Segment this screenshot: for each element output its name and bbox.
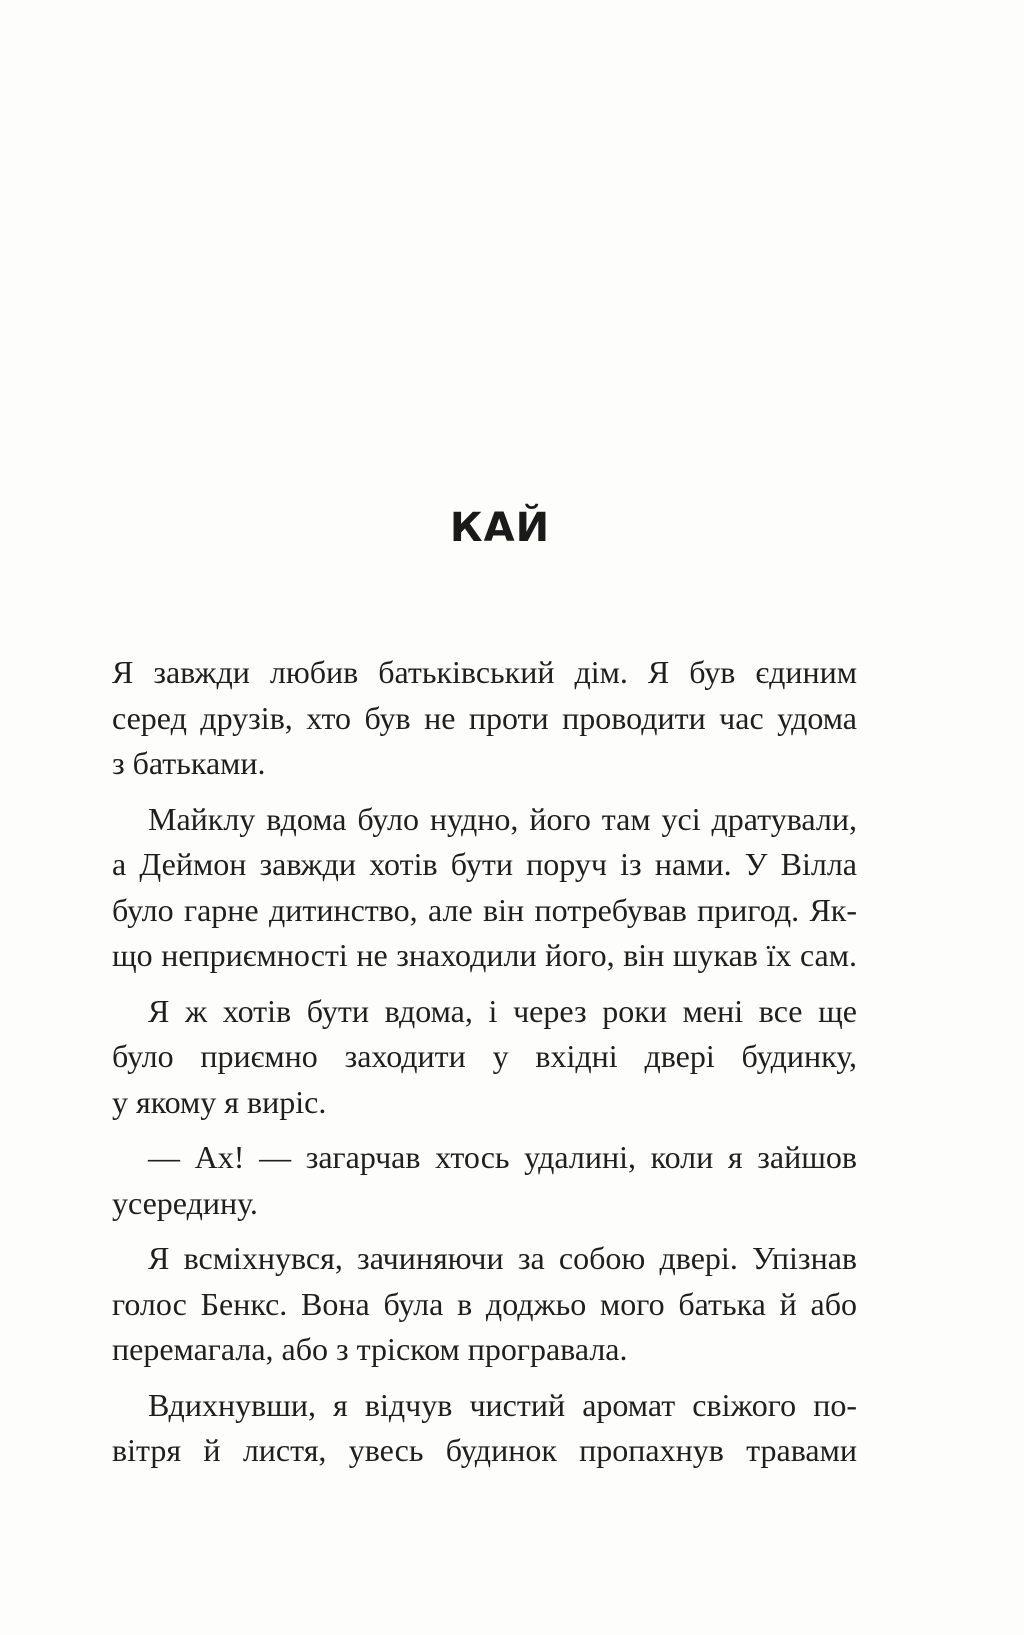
paragraph-4	[112, 1135, 857, 1226]
paragraph-1	[112, 650, 857, 787]
paragraph-2	[112, 797, 857, 979]
chapter-title: КАЙ	[449, 505, 551, 551]
text-line: Я ж хотів бути вдома, і через роки мені все ще	[148, 992, 857, 1029]
text-line: з батьками.	[112, 745, 266, 781]
text-line: серед друзів, хто був не проти проводити час удома	[112, 699, 857, 736]
paragraph-5	[112, 1236, 857, 1373]
text-line: Майклу вдома було нудно, його там усі дратували,	[148, 800, 857, 837]
text-line: а Деймон завжди хотів бути поруч із нами. У Вілла	[112, 846, 857, 882]
text-line: усередину.	[112, 1184, 258, 1221]
text-line: Я завжди любив батьківський дім. Я був єдиним	[112, 654, 857, 690]
text-line: що неприємності не знаходили його, він шукав їх сам.	[112, 937, 857, 973]
text-line: вітря й листя, увесь будинок пропахнув травами	[112, 1432, 857, 1468]
text-line: Я всміхнувся, зачиняючи за собою двері. Упізнав	[148, 1240, 857, 1276]
text-line: — Ах! — загарчав хтось удалині, коли я зайшов	[148, 1139, 857, 1175]
chapter-body	[112, 650, 857, 1484]
text-line: у якому я виріс.	[112, 1083, 327, 1120]
paragraph-3	[112, 989, 857, 1126]
paragraph-6	[112, 1383, 857, 1474]
text-line: було гарне дитинство, але він потребував пригод. Як-	[112, 891, 857, 928]
text-line: було приємно заходити у вхідні двері будинку,	[112, 1038, 857, 1074]
text-line: Вдихнувши, я відчув чистий аромат свіжого по-	[148, 1386, 857, 1423]
text-line: перемагала, або з тріском програвала.	[112, 1331, 628, 1367]
text-line: голос Бенкс. Вона була в доджьо мого батька й або	[112, 1285, 857, 1322]
